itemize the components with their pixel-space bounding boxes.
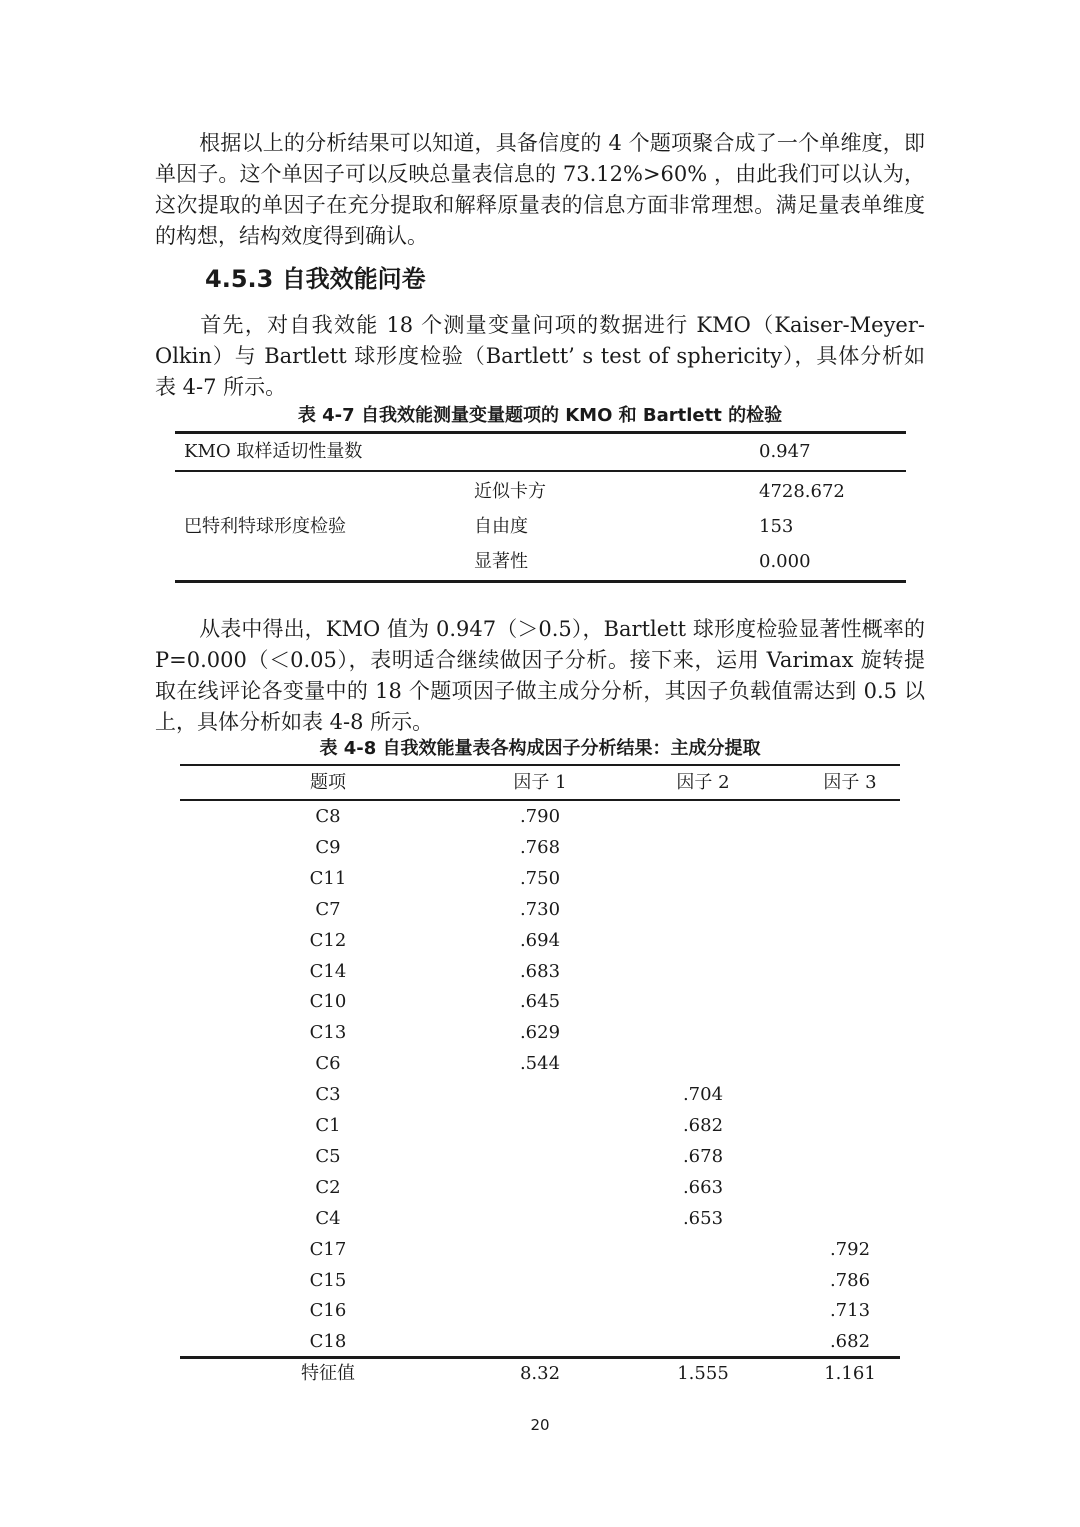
item-label: C14: [309, 961, 347, 982]
table-row-value: 0.000: [759, 551, 811, 572]
eigen-value: 8.32: [519, 1363, 561, 1384]
eigen-value: 1.161: [824, 1363, 876, 1384]
factor-loading: .678: [682, 1146, 724, 1167]
factor-loading: .645: [519, 991, 561, 1012]
column-header: 题项: [310, 772, 346, 793]
kmo-label: KMO 取样适切性量数: [184, 441, 363, 462]
table-row-value: 4728.672: [759, 481, 845, 502]
page-number: 20: [530, 1416, 550, 1434]
bartlett-label: 巴特利特球形度检验: [184, 516, 346, 537]
paragraph-2: 首先，对自我效能 18 个测量变量问项的数据进行 KMO（Kaiser-Meyer-Olkin）与 Bartlett 球形度检验（Bartlett’ s test of sphericity），具体分析如表 4-7 所示。: [155, 313, 925, 399]
table-eigen-rule: [180, 1356, 900, 1359]
item-label: C16: [309, 1300, 347, 1321]
item-label: C6: [315, 1053, 341, 1074]
table-bottom-rule: [175, 580, 906, 583]
factor-loading: .663: [682, 1177, 724, 1198]
item-label: C1: [315, 1115, 341, 1136]
eigen-value: 1.555: [677, 1363, 729, 1384]
factor-loading: .682: [829, 1331, 871, 1352]
item-label: C3: [315, 1084, 341, 1105]
item-label: C5: [315, 1146, 341, 1167]
item-label: C13: [309, 1022, 347, 1043]
section-heading: 4.5.3 自我效能问卷: [205, 265, 426, 293]
table-row-label: 显著性: [474, 551, 528, 572]
factor-loading: .792: [829, 1239, 871, 1260]
factor-loading: .790: [519, 806, 561, 827]
item-label: C15: [309, 1270, 347, 1291]
item-label: C11: [309, 868, 347, 889]
paragraph-1: 根据以上的分析结果可以知道，具备信度的 4 个题项聚合成了一个单维度，即单因子。这个单因子可以反映总量表信息的 73.12%>60% ，由此我们可以认为，这次提取的单因子在充分提取和解释原量表的信息方面非常理想。满足量表单维度的构想，结构效度得到确认。: [155, 131, 925, 248]
item-label: C12: [309, 930, 347, 951]
table-top-rule: [175, 431, 906, 434]
table-4-7-caption: 表 4-7 自我效能测量变量题项的 KMO 和 Bartlett 的检验: [297, 405, 783, 426]
table-4-8-caption: 表 4-8 自我效能量表各构成因子分析结果：主成分提取: [319, 738, 761, 759]
factor-loading: .704: [682, 1084, 724, 1105]
factor-loading: .682: [682, 1115, 724, 1136]
item-label: C17: [309, 1239, 347, 1260]
factor-loading: .713: [829, 1300, 871, 1321]
factor-loading: .694: [519, 930, 561, 951]
factor-loading: .786: [829, 1270, 871, 1291]
table-header-rule: [180, 799, 900, 801]
factor-loading: .730: [519, 899, 561, 920]
item-label: C10: [309, 991, 347, 1012]
factor-loading: .768: [519, 837, 561, 858]
item-label: C9: [315, 837, 341, 858]
paragraph-3: 从表中得出，KMO 值为 0.947（＞0.5），Bartlett 球形度检验显著性概率的 P=0.000（＜0.05），表明适合继续做因子分析。接下来，运用 Varimax 旋转提取在线评论各变量中的 18 个题项因子做主成分分析，其因子负载值需达到 0.5 以上，具体分析如表 4-8 所示。: [155, 617, 925, 734]
factor-loading: .683: [519, 961, 561, 982]
column-header: 因子 2: [676, 772, 730, 793]
item-label: C4: [315, 1208, 341, 1229]
factor-loading: .653: [682, 1208, 724, 1229]
factor-loading: .629: [519, 1022, 561, 1043]
table-row-label: 自由度: [474, 516, 528, 537]
table-row-label: 近似卡方: [474, 481, 546, 502]
table-row-value: 153: [759, 516, 794, 537]
factor-loading: .544: [519, 1053, 561, 1074]
kmo-value: 0.947: [759, 441, 811, 462]
table-top-rule: [180, 764, 900, 766]
item-label: C18: [309, 1331, 347, 1352]
column-header: 因子 1: [513, 772, 567, 793]
table-mid-rule: [175, 470, 906, 472]
column-header: 因子 3: [823, 772, 877, 793]
item-label: C2: [315, 1177, 341, 1198]
eigen-label: 特征值: [301, 1363, 355, 1384]
item-label: C7: [315, 899, 341, 920]
item-label: C8: [315, 806, 341, 827]
factor-loading: .750: [519, 868, 561, 889]
